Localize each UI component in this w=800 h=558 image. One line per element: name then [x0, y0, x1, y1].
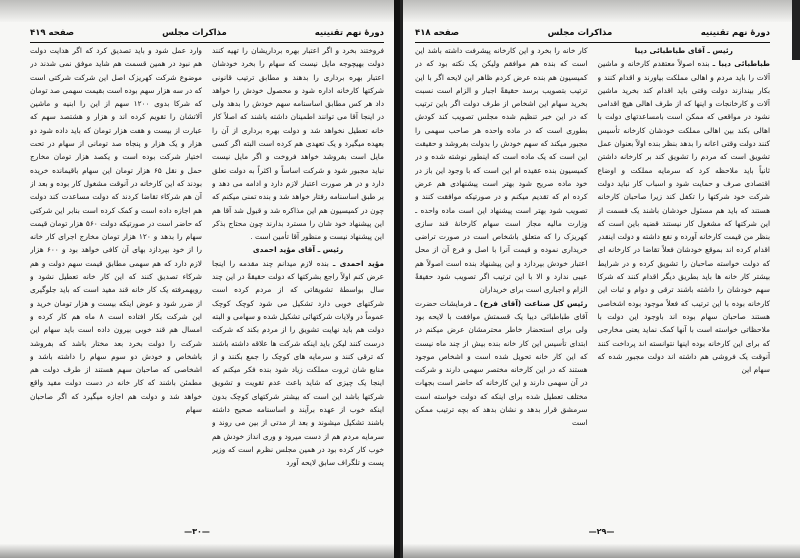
- running-title: مذاکرات مجلس: [547, 28, 613, 38]
- speaker-name: مؤید احمدی ـ: [332, 258, 384, 268]
- speaker-name: رئیس کل صناعت (آقای فرخ) ـ: [474, 298, 588, 308]
- speech-text: بنده اصولاً معتقدم کارخانه و ماشین آلات را باید مردم و اهالی مملکت بیاورند و اقدام کنند و بکار بیندازند دولت وقتی باید اقدام کند بخرید ماشین آلات و کارخانجات و اینها که از طرف اهالی هیچ اقدامی نشود در مواقعی که ممکن است بامساعدتهای دولت با اهالی بکند بین اهالی مملکت خودشان کارخانه تأسیس کنند دولت وقتی اعانه را بدهد بنظر بنده اولاً بعنوان عمل تشویق است که مردم را تشویق کند بر کارخانه داشتن ثانیاً باید ملاحظه کرد که سرمایه مملکت و اوضاع اقتصادی صرف و حمایت شود و اسباب کار نباید دولت شرکت خود شرکتها را تکفل کند زیرا صاحبان کارخانه هستند که باید هم مسئول خودشان باشند یک قسمت از این شرکتها که مشغول کار نیستند قضیه باین است که بنظر من قیمت کارخانه آورده و نفع داشته و دولت اینقدر اقدام کرده اند بموقع خودشان فعلاً تقاضا در کارخانه ای که دولت خواسته صاحبان را تشویق کرده و در شرایط بیشتر کار خانه ها باید بطریق دیگر اقدام کنند که شرکا سهم خودشان را داشته باشند ترقی و دوام و ثبات این کارخانه بوده با این ترتیب که فعلاً موجود بوده اشخاصی هستند صاحبان سهام بوده اند باوجود این دولت با ملاحظاتی خواسته است با آنها کمک نماید یعنی مخارجی که برای این کارخانه بوده اینها نتوانسته اند پرداخت کنند آنوقت یک فروشی هم داشته اند دولت مجبور شده که سهام این: [597, 59, 770, 375]
- running-title: مذاکرات مجلس: [162, 28, 227, 38]
- right-page-column-left: [415, 44, 588, 518]
- paragraph: فروختند بخرد و اگر اعتبار بهره برداریشان را تهیه کنند دولت بهیچوجه مایل نیست که سهام را بخرد خودشان اعتبار بهره برداری را بدهند و مطابق ترتیب قانونی شرکتها کارخانه اداره شود و محصول خودش را خواهد داد هر کس مطابق اساسنامه سهم خودش را بدهد ولی در اینجا آقا می توانند اطمینان داشته باشند که اصلاً کار خانه تعطیل نخواهد شد و دولت بهره برداری از آن را بعهده میگیرد و یک تعهدی هم کرده است البته اگر کسی مایل است بفروشد خواهد فروخت و اگر مایل نیست نباید مجبور شود و شرکت اساساً و اکثراً به دولت تعلق دارد و در هر صورت اعتبار لازم دارد و ادامه می دهد و بر طبق اساسنامه رفتار خواهد شد و بنده تمنی میکنم که چون در کمیسیون هم این مذاکره شد و قبول شد آقا هم این پیشنهاد خود شان را مسترد بدارند چون محتاج بذکر این پیشنهاد نیست و منظور آقا تأمین است .: [212, 46, 384, 242]
- left-page-column-right: [212, 44, 384, 518]
- session-label: دورهٔ نهم تقنینیه: [700, 28, 770, 38]
- scan-shadow-top: [0, 0, 394, 22]
- session-label: دورهٔ نهم تقنینیه: [314, 28, 384, 38]
- speech-text: بنده لازم میدانم چند مقدمه را اینجا عرض کنم اولاً راجع بشرکتها که دولت حقیقةً در این چند سال بواسطهٔ تشویقاتی که از مردم کرده است شرکتهای خوبی دارد تشکیل می شود کوچک کوچک عموماً در ولایات شرکتهائی تشکیل شده و سهامی و البته دولت هم باید نهایت تشویق را از مردم بکند که شرکت درست کنند لیکن باید اینکه شرکت ها علاقه داشته باشند که ترقی کنند و سرمایه های کوچک را جمع بکنند و از منابع شان ثروت مملکت زیاد شود بنده فکر میکنم که اینجا یک چیزی که شاید باعث عدم تقویت و تشویق شرکتها باشد این است که بیشتر شرکتهای کوچک بدون اینکه خوب از عهده برآیند و اساسنامه صحیح داشته باشند تشکیل میشوند و بعد از مدتی از بین می روند و سرمایه مردم هم از دست میرود و وری انداز خودش هم خوب کار کرده بود در همین مجلس نظرم است که وزیر پست و تلگراف سابق لایحه آورد: [212, 258, 384, 468]
- paragraph: وارد عمل شود و باید تصدیق کرد که اگر هدایت دولت هم نبود در همین قسمت هم شاید موفق نمی شدند در موضوع شرکت کهریزک اصل این شرکت شرکتی است که در سه هزار سهم بوده است بقیمت سهمی صد تومان که شرکا بدوی ۱۲۰۰ سهم از این را ابنیه و ماشین آلاتشان را تقویم کرده اند و هزار و هشتصد سهم که عبارت از بیست و هفت هزار تومان که باید داده شود دو هزار و یک هزار و پنجاه صد تومانی از سهام در تحت اختیار شرکت بوده است و یکصد هزار تومان مخارج حمل و نقل ۶۵ هزار تومان این سهام باقیمانده خریده بودند که این کارخانه در آنوقت مشغول کار بوده و بعد از آن هم شرکاء تقاضا کردند که دولت مساعدت کند دولت هم اجازه داده است و کمک کرده است بنابر این شرکتی که حاضر است در صورتیکه دولت ۵۶۰ هزار تومان قیمت سهام را بدهد و ۱۲۰ هزار تومان مخارج اجرای کار خانه را از خود بپردازد بهای آن کافی خواهد بود و ۶۰۰ هزار لازم دارد که هم سهمی مطابق قیمت سهم دولت و هم شرکاء تصدیق کنند که این کار خانه تعطیل نشود و رویهمرفته یک کار خانه قند مفید است که باید جلوگیری از ضرر شود و عوض اینکه بیست و هزار تومان خرید و این شرکت بکار افتاده است ۸ ماه هم کار کرده و امسال هم قند خوبی بیرون داده است باید سهام این شرکت را دولت بخرد بعد مختار باشد که بفروشد باشخاص و خودش دو سوم سهام را داشته باشد و اشخاصی که صاحبان سهم هستند از طرف دولت هم مطمئن باشند که کار خانه در دست دولت مفید واقع خواهد شد و دولت هم اجازه میگیرد که اگر صاحبان سهام: [30, 46, 202, 415]
- scan-edge: [792, 0, 800, 60]
- paragraph: [212, 257, 384, 470]
- scan-shadow-bottom: [403, 544, 800, 558]
- left-page-columns: [30, 44, 384, 518]
- right-page: [400, 0, 800, 558]
- right-page-column-right: [598, 44, 771, 518]
- scan-shadow-top: [403, 0, 800, 22]
- page-number: —۳۰—: [184, 527, 210, 536]
- paragraph: [598, 57, 771, 376]
- right-page-columns: [415, 44, 770, 518]
- page-number: —۲۹—: [588, 527, 615, 536]
- speaker-heading: رئیس ـ آقای مؤید احمدی: [252, 245, 344, 255]
- paragraph: [415, 297, 588, 430]
- left-page-column-left: [30, 44, 202, 518]
- scan-shadow-bottom: [0, 544, 394, 558]
- page-label: صفحه ۴۱۹: [30, 28, 75, 38]
- speaker-name: طباطبائی دیبا ـ: [712, 59, 770, 69]
- page-label: صفحه ۴۱۸: [415, 28, 460, 38]
- speaker-heading: رئیس ـ آقای طباطبائی دیبا: [634, 46, 733, 55]
- left-page-header: [30, 26, 384, 43]
- right-page-header: [415, 26, 770, 43]
- paragraph: کار خانه را بخرد و این کارخانه پیشرفت داشته باشد این است که بنده هم موافقم ولیکن یک نکته بود که در کمیسیون هم بنده عرض کردم ظاهر این لایحه اگر با این ترتیب بتصویب برسد حقیقةً اجبار و الزام است نسبت بخرید سهام این اشخاص از طرف دولت اگر باین ترتیب که در این خبر تنظیم شده مجلس تصویب کند کودش بطوری است که در ماده واحده هر صاحب سهمی را مجبور میکند که سهم خودش را بدولت بفروشد و حقیقت این است که یک ماده است که اینطور نوشته شده و در کمیسیون بنده عقیده ام این است که با وجود این باز در خود ماده صریح شود بهتر است پیشنهادی هم عرض کرده ام که تقدیم میکنم و در صورتیکه موافقت کنند و تصویب شود بهتر است پیشنهاد این است ماده واحده ـ وزارت مالیه مجاز است سهام کارخانهٔ قند سازی کهریزک را که متعلق باشخاص است در صورت تراضی خریداری نموده و قیمت آنرا با اصل و فرع آن از محل اعتبار خودش بپردازد و این پیشنهاد بنده است اصولاً هم عیبی ندارد و الا با این ترتیب اگر تصویب شود حقیقةً الزام و اجباری است برای خریداران: [415, 46, 588, 295]
- speech-text: فرمایشات حضرت آقای طباطبائی دیبا یک قسمتش موافقت با لایحه بود ولی برای استحضار خاطر محترمشان عرض میکنم در ابتدای تأسیس این کار خانه بنده بیش از چند ماه نیست که این کار خانه تحویل شده است و اشخاص موجود هستند که در این کارخانه مختصر سهمی دارند و شرکت در آن سهمی دارند و این کارخانه که حاضر است بجهات مختلف تعطیل شده برای اینکه که دولت خواسته است سرمشق قرار بدهد و نشان بدهد که بچه ترتیب ممکن است: [415, 298, 588, 428]
